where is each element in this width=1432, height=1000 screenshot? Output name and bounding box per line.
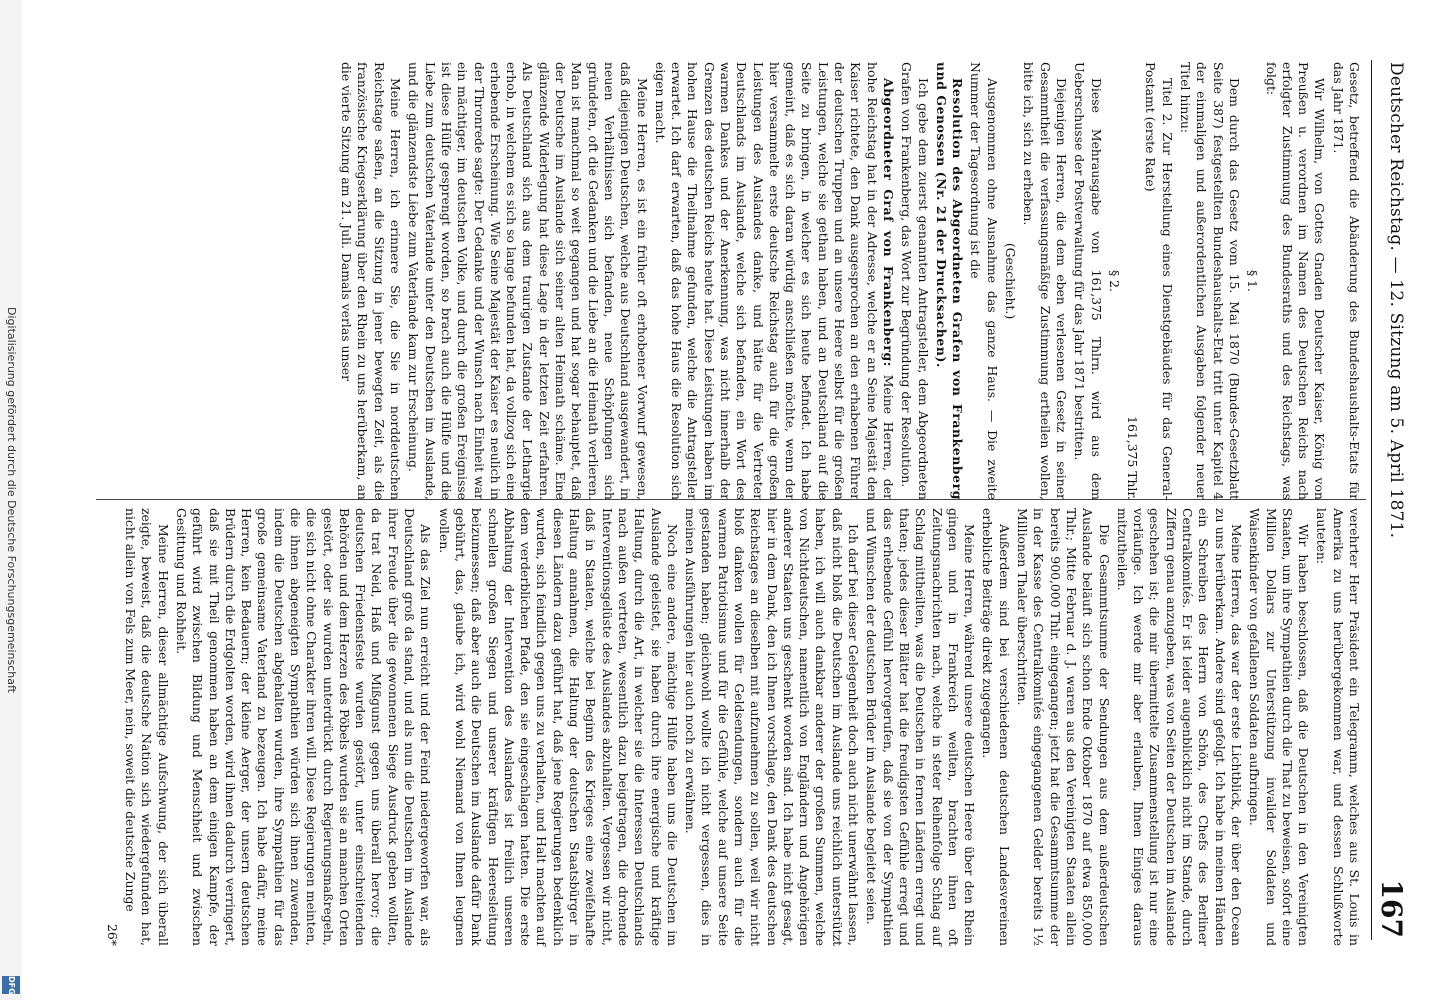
title-amount: 161,375 Thlr. bbox=[1125, 416, 1141, 500]
dfg-logo-icon: DFG bbox=[2, 976, 20, 994]
digitization-credit: Digitalisierung gefördert durch die Deutsche Forschungsgemeinschaft bbox=[5, 307, 18, 693]
resolution-heading: Resolution des Abgeordneten Grafen von Frankenberg und Genossen (Nr. 21 der Drucksachen). bbox=[933, 62, 966, 500]
right-paragraph-8: Als das Ziel nun erreicht und der Feind niedergeworfen war, als Deutschland groß da stand, und als nun die Deutschen im Auslande ihrer Freude über die gewonnenen Siege Ausdruck geben wollten, da trat Neid, Haß und Mißgunst gegen uns überall hervor; die deutschen Friedensfeste wurden gestört, unter einschreitenden Behörden und dem Herzen des Pöbels wurden sie an manchen Orten gestört, oder sie wurden unterdrückt durch Regierungsmaßregeln, die sich nicht ohne Charakter ihren will. Diese Regierungen meinten, die ihnen abgeneigten Sympathien würden sich ihnen zuwenden, indem die Deutschen abgehalten wurden, ihre Sympathien für das große gemeinsame Vaterland zu bezeugen. Ich habe dafür, meine Herren, kein Bedauern; der kleine Aerger, der unsern deutschen Brüdern durch die Erdgolten worden, wird ihnen dadurch verringert, daß sie mit Theil genommen haben an dem einigen Kampfe, der geführt wird zwischen Bildung und Menschheit und zwischen Gesittung und Rohheit. bbox=[173, 508, 434, 946]
digitization-credit-bar bbox=[0, 0, 22, 1000]
section-1-text: Dem durch das Gesetz vom 15. Mai 1870 (Bundes-Gesetzblatt Seite 387) festgestellten Bundeshaushalts-Etat tritt unter Kapitel 4 der einmaligen und außerordentlichen Ausgaben folgender neuer Titel hinzu: bbox=[1178, 62, 1242, 500]
right-paragraph-4: Außerdem sind bei verschiedenen deutschen Landesvereinen erhebliche Beiträge direkt zugegangen. bbox=[980, 508, 1012, 946]
adoption-paragraph: Ausgenommen ohne Ausnahme das ganze Haus. — Die zweite Nummer der Tagesordnung ist die bbox=[968, 62, 1000, 500]
right-paragraph-2: Meine Herren, das war der erste Lichtblick, der über den Ocean zu uns herüberkam. Andere sind gefolgt. Ich habe in meinen Händen ein Schreiben des Herrn von Schön, des Chefs des Berliner Centralkomités. Er ist leider augenblicklich nicht im Stande, durch Ziffern genau anzugeben, was von Seiten der Deutschen im Auslande geschehen ist; die mir übermittelte Zusammenstellung ist nur eine vorläufige. Ich werde mir aber erlauben, Ihnen Einiges daraus mitzutheilen. bbox=[1114, 508, 1244, 946]
right-paragraph-9: Meine Herren, dieser allmächtige Aufschwung, der sich überall zeigte, beweist, daß die deutsche Nation sich wiedergefunden hat, nicht allein von Fels zum Meer, nein, soweit die deutsche Zunge bbox=[123, 508, 171, 946]
title-line: Titel 2. Zur Herstellung eines Dienstgebäudes für das General-Postamt (erste Rate) bbox=[1143, 62, 1175, 500]
speech-paragraph-1 bbox=[652, 62, 896, 500]
section-2-heading: § 2. bbox=[1106, 270, 1122, 292]
section-2-text: Diese Mehrausgabe von 161,375 Thlrn. wird aus dem Ueberschusse der Postverwaltung für das Jahr 1871 bestritten. bbox=[1072, 62, 1104, 500]
section-1-heading: § 1. bbox=[1245, 270, 1261, 292]
speech-paragraph-3: Meine Herren, ich erinnere Sie, die Sie in norddeutschen Reichstage saßen, an die Sitzung in jener bewegten Zeit, als die französische Kriegserklärung über den Rhein zu uns herüberkam, an die vierte Sitzung am 21. Juli. Damals verlas unser bbox=[339, 62, 404, 500]
telegram-quote: Wir haben beschlossen, daß die Deutschen in den Vereinigten Staaten, um ihre Sympathien durch die That zu beweisen, sofort eine Million Dollars zur Unterstützung invalider Soldaten und Waisenkinder von gefallenen Soldaten aufbringen. bbox=[1247, 508, 1312, 946]
speech-text-1: Meine Herren, der hohe Reichstag hat in der Adresse, welche er an Seine Majestät den Kaiser richtete, den Dank ausgesprochen an den erhabenen Führer der deutschen Truppen und an unsere Heere selbst für die großen Leistungen, welche sie gethan haben, und an Deutschland auf die Seite zu bringen, in welcher es sich heute befindet. Ich habe gemeint, daß es sich daran würdig anschließen möchte, wenn der hier versammelte erste deutsche Reichstag auch für die großen Leistungen des Auslandes danke, und hätte für die Vertreter Deutschlands im Auslande, welche sich befanden, ein Wort des warmen Dankes und der Anerkennung, was nicht innerhalb der Grenzen des deutschen Reichs heute hat. Diese Leistungen haben im hohen Hause die Theilnahme gefunden, welche die Antragsteller erwartet. Ich darf erwarten, daß das hohe Haus die Resolution sich eigen macht. bbox=[652, 62, 896, 500]
signature-mark: 26* bbox=[104, 924, 120, 946]
law-preamble: Wir Wilhelm, von Gottes Gnaden Deutscher Kaiser, König von Preußen u. verordnen im Namen des Deutschen Reichs nach erfolgter Zustimmung des Bundesraths und des Reichstags, was folgt: bbox=[1263, 62, 1328, 500]
right-paragraph-1: verehrter Herr Präsident ein Telegramm, welches aus St. Louis in Amerika zu uns herübergekommen war, und dessen Schlußworte lauteten: bbox=[1314, 508, 1362, 946]
stage-direction: (Geschieht.) bbox=[1003, 242, 1019, 320]
right-paragraph-7: Noch eine andere, mächtige Hülfe haben uns die Deutschen im Auslande geleistet, sie haben durch ihre energische und kräftige Haltung, durch die Art, in welcher sie die Interessen Deutschlands nach außen vertreten, wesentlich dazu beigetragen, die drohende Interventionsgelüste des Auslandes abzuhalten. Vergessen wir nicht, daß in Staaten, welche bei Beginn des Krieges eine zweifelhafte Haltung annahmen, die Haltung der deutschen Staatsbürger in diesen Ländern dazu geführt hat, daß jene Regierungen bedenklich wurden, sich feindlich gegen uns zu verhalten, und Halt machten auf dem verderblichen Pfade, den sie eingeschlagen hatten. Die erste Abhaltung der Intervention des Auslandes ist freilich unseren schnellen großen Siegen und unserer kräftigen Heeresleitung beizumessen; daß aber auch die Deutschen im Auslande dafür Dank gebührt, das, glaube ich, wird wohl Niemand von Ihnen leugnen wollen. bbox=[436, 508, 680, 946]
column-divider bbox=[96, 499, 1366, 500]
speech-paragraph-2: Meine Herren, es ist ein früher oft erhobener Vorwurf gewesen, daß diejenigen Deutschen, welche aus Deutschland ausgewandert, in neuen Verhältnissen sich befanden, neue Schöpfungen sich gründeten, oft die Gedanken und die Liebe an die Heimath verlieren. Man ist manchmal so weit gegangen und hat sogar behauptet, daß der Deutsche im Auslande sich seiner alten Heimath schäme. Eine glänzende Widerlegung hat diese Lage in der letzten Zeit erfahren. Als Deutschland sich aus dem traurigen Zustande der Lethargie erhob, in welchem es sich so lange befunden hat, da vollzog sich eine erhebende Erscheinung. Wie Seine Majestät der Kaiser es neulich in der Thronrede sagte: Der Gedanke und der Wunsch nach Einheit war ein mächtiger, im deutschen Volke, und durch die großen Ereignisse ist diese Hülfe gesprengt worden, so brach auch die Hülfe und die Liebe zum deutschen Vaterlande unter den Deutschen im Auslande, und die glänzendste Liebe zum Vaterlande kam zur Erscheinung. bbox=[406, 62, 650, 500]
right-column bbox=[101, 508, 1362, 946]
right-paragraph-5: Meine Herren, während unsere deutschen Heere über den Rhein gingen und in Frankreich weilten, brachten ihnen oft Zeitungsnachrichten nach, welche in steter Reihenfolge Schlag auf Schlag mittheilten, was die Deutschen in fernen Ländern erregt und thaten; jedes dieser Blätter hat die freudigsten Gefühle erregt und das erhebende Gefühl hervorgerufen, daß sie von der Sympathien und Wünschen der deutschen Brüder im Auslande begleitet seien. bbox=[864, 508, 978, 946]
speaker-intro: Ich gebe dem zuerst genannten Antragsteller, dem Abgeordneten Grafen von Frankenberg, das Wort zur Begründung der Resolution. bbox=[899, 62, 931, 500]
header-rule bbox=[1371, 60, 1372, 940]
speaker-name: Abgeordneter Graf von Frankenberg: bbox=[880, 78, 896, 367]
approval-paragraph: Diejenigen Herren, die dem eben verlesenen Gesetz in seiner Gesammtheit die verfassungsmäßige Zustimmung ertheilen wollen, bitte ich, sich zu erheben. bbox=[1021, 62, 1069, 500]
title-amount-row bbox=[1124, 62, 1140, 500]
running-head bbox=[1370, 0, 1410, 1000]
law-title: Gesetz, betreffend die Abänderung des Bundeshaushalts-Etats für das Jahr 1871. bbox=[1330, 62, 1362, 500]
running-head-title: Deutscher Reichstag. — 12. Sitzung am 5. April 1871. bbox=[1386, 62, 1406, 539]
right-paragraph-6: Ich darf bei dieser Gelegenheit doch auch nicht unerwähnt lassen, daß nicht bloß die Deutschen im Auslande uns reichlich unterstützt haben, ich will auch dankbar anderer der großen Summen, welche von Nichtdeutschen, namentlich von Engländern und Angehörigen anderer Staaten uns geschenkt worden sind. Ich habe nicht gesagt, hier in dem Dank, den ich Ihnen vorschlage, den Dank des deutschen Reichstages an dieselben mit aufzunehmen zu sollen, weil wir nicht bloß danken wollen für Geldsendungen, sondern auch für die warmen Patriotismus und für die Gefühle, welche auf unsere Seite gestanden haben; gleichwohl wollte ich nicht vergessen, dies in meinen Ausführungen hier auch noch zu erwähnen. bbox=[683, 508, 862, 946]
page-number: 167 bbox=[1375, 879, 1408, 938]
left-column bbox=[336, 62, 1362, 500]
right-paragraph-3: Die Gesammtsumme der Sendungen aus dem außerdeutschen Auslande beläuft sich schon Ende Oktober 1870 auf etwa 850,000 Thlr.; Mitte Februar d. J. waren aus den Vereinigten Staaten allein bereits 900,000 Thlr. eingegangen; jetzt hat die Gesammtsumme der in der Kasse des Centralkomités eingegangenen Gelder bereits 1½ Millionen Thaler überschritten. bbox=[1015, 508, 1112, 946]
